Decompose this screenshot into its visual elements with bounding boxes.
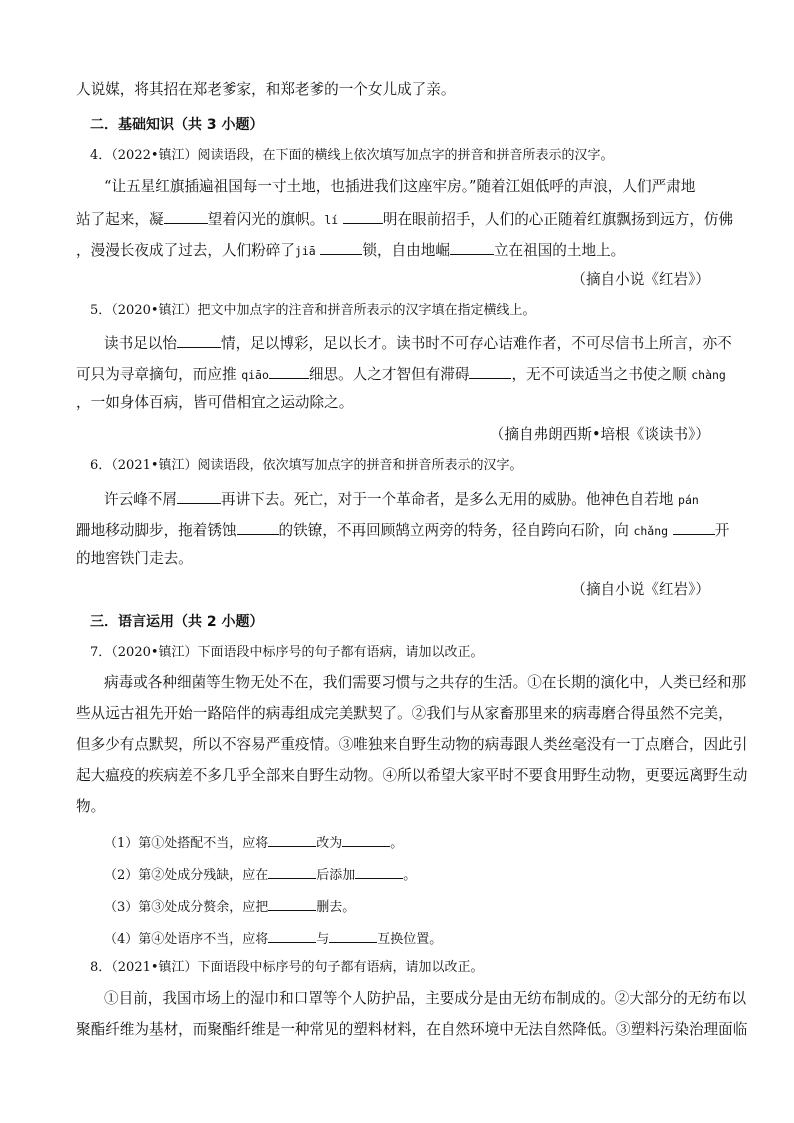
- passage-line: 病毒或各种细菌等生物无处不在，我们需要习惯与之共存的生活。①在长期的演化中，人类已经和那: [104, 674, 747, 691]
- text-line: 人说媒，将其招在郑老爹家，和郑老爹的一个女儿成了亲。: [76, 81, 456, 98]
- passage-line: ①目前，我国市场上的湿巾和口罩等个人防护品，主要成分是由无纺布制成的。②大部分的无纺布以: [104, 990, 747, 1007]
- answer-blank[interactable]: [329, 926, 377, 943]
- passage-line: 但多少有点默契，所以不容易严重疫情。③唯独来自野生动物的病毒跟人类丝毫没有一丁点磨合，因此引: [76, 736, 748, 753]
- source-citation: （摘自小说《红岩》）: [571, 581, 710, 598]
- answer-blank[interactable]: [177, 331, 221, 348]
- passage-line: ，一如身体百病，皆可借相宜之运动除之。: [76, 394, 354, 411]
- passage-line: “让五星红旗插遍祖国每一寸土地，也插进我们这座牢房。”随着江姐低呼的声浪，人们严肃地: [104, 178, 696, 195]
- answer-blank[interactable]: [268, 894, 316, 911]
- answer-blank[interactable]: [237, 518, 279, 535]
- passage-line: 跚地移动脚步，拖着锈蚀 的铁镣，不再回顾鹄立两旁的特务，径自跨向石阶，向 chǎng 开: [76, 518, 729, 541]
- passage-line: 可只为寻章摘句，而应推 qiāo 细思。人之才智但有滞碍 ，无不可读适当之书使之顺 chàng: [76, 362, 726, 385]
- section-heading: 三．语言运用（共 2 小题）: [90, 614, 264, 630]
- question-stem: 8．（2021•镇江）下面语段中标序号的句子都有语病，请加以改正。: [90, 960, 484, 975]
- question-stem: 4．（2022•镇江）阅读语段，在下面的横线上依次填写加点字的拼音和拼音所表示的汉字。: [90, 148, 614, 163]
- answer-blank[interactable]: [268, 862, 316, 879]
- passage-line: 起大瘟疫的疾病差不多几乎全部来自野生动物。④所以希望大家平时不要食用野生动物，更要远离野生动: [76, 767, 748, 784]
- passage-line: 的地窖铁门走去。: [76, 550, 193, 567]
- passage-line: ，漫漫长夜成了过去，人们粉碎了jiā 锁，自由地崛 立在祖国的土地上。: [76, 238, 625, 261]
- passage-line: 读书足以怡 情，足以博彩，足以长才。读书时不可存心诘难作者，不可尽信书上所言，亦不: [104, 331, 732, 354]
- question-stem: 5．（2020•镇江）把文中加点字的注音和拼音所表示的汉字填在指定横线上。: [90, 303, 536, 318]
- sub-question: （2）第②处成分残缺，应在 后添加 。: [104, 862, 416, 886]
- answer-blank[interactable]: [342, 830, 390, 847]
- sub-question: （1）第①处搭配不当，应将 改为 。: [104, 830, 403, 854]
- passage-line: 站了起来，凝 望着闪光的旗帜。lí 明在眼前招手，人们的心正随着红旗飘扬到远方，仿佛: [76, 207, 733, 230]
- sub-question: （4）第④处语序不当，应将 与 互换位置。: [104, 926, 442, 950]
- passage-line: 聚酯纤维为基材，而聚酯纤维是一种常见的塑料材料，在自然环境中无法自然降低。③塑料污染治理面临: [76, 1021, 748, 1038]
- sub-question: （3）第③处成分赘余，应把 删去。: [104, 894, 355, 918]
- source-citation: （摘自小说《红岩》）: [571, 271, 710, 288]
- answer-blank[interactable]: [269, 362, 309, 379]
- answer-blank[interactable]: [450, 238, 494, 255]
- answer-blank[interactable]: [355, 862, 403, 879]
- passage-line: 些从远古祖先开始一路陪伴的病毒组成完美默契了。②我们与从家畜那里来的病毒磨合得虽然不完美，: [76, 705, 733, 722]
- answer-blank[interactable]: [177, 487, 221, 504]
- answer-blank[interactable]: [164, 207, 208, 224]
- answer-blank[interactable]: [268, 830, 316, 847]
- answer-blank[interactable]: [469, 362, 511, 379]
- question-stem: 6．（2021•镇江）阅读语段，依次填写加点字的拼音和拼音所表示的汉字。: [90, 458, 523, 473]
- source-citation: （摘自弗朗西斯•培根《谈读书》）: [489, 426, 710, 443]
- answer-blank[interactable]: [320, 238, 362, 255]
- question-stem: 7．（2020•镇江）下面语段中标序号的句子都有语病，请加以改正。: [90, 645, 484, 660]
- answer-blank[interactable]: [343, 207, 383, 224]
- answer-blank[interactable]: [673, 518, 715, 535]
- passage-line: 许云峰不屑 再讲下去。死亡，对于一个革命者，是多么无用的威胁。他神色自若地 pán: [104, 487, 699, 510]
- answer-blank[interactable]: [268, 926, 316, 943]
- passage-line: 物。: [76, 798, 106, 815]
- section-heading: 二．基础知识（共 3 小题）: [90, 117, 264, 133]
